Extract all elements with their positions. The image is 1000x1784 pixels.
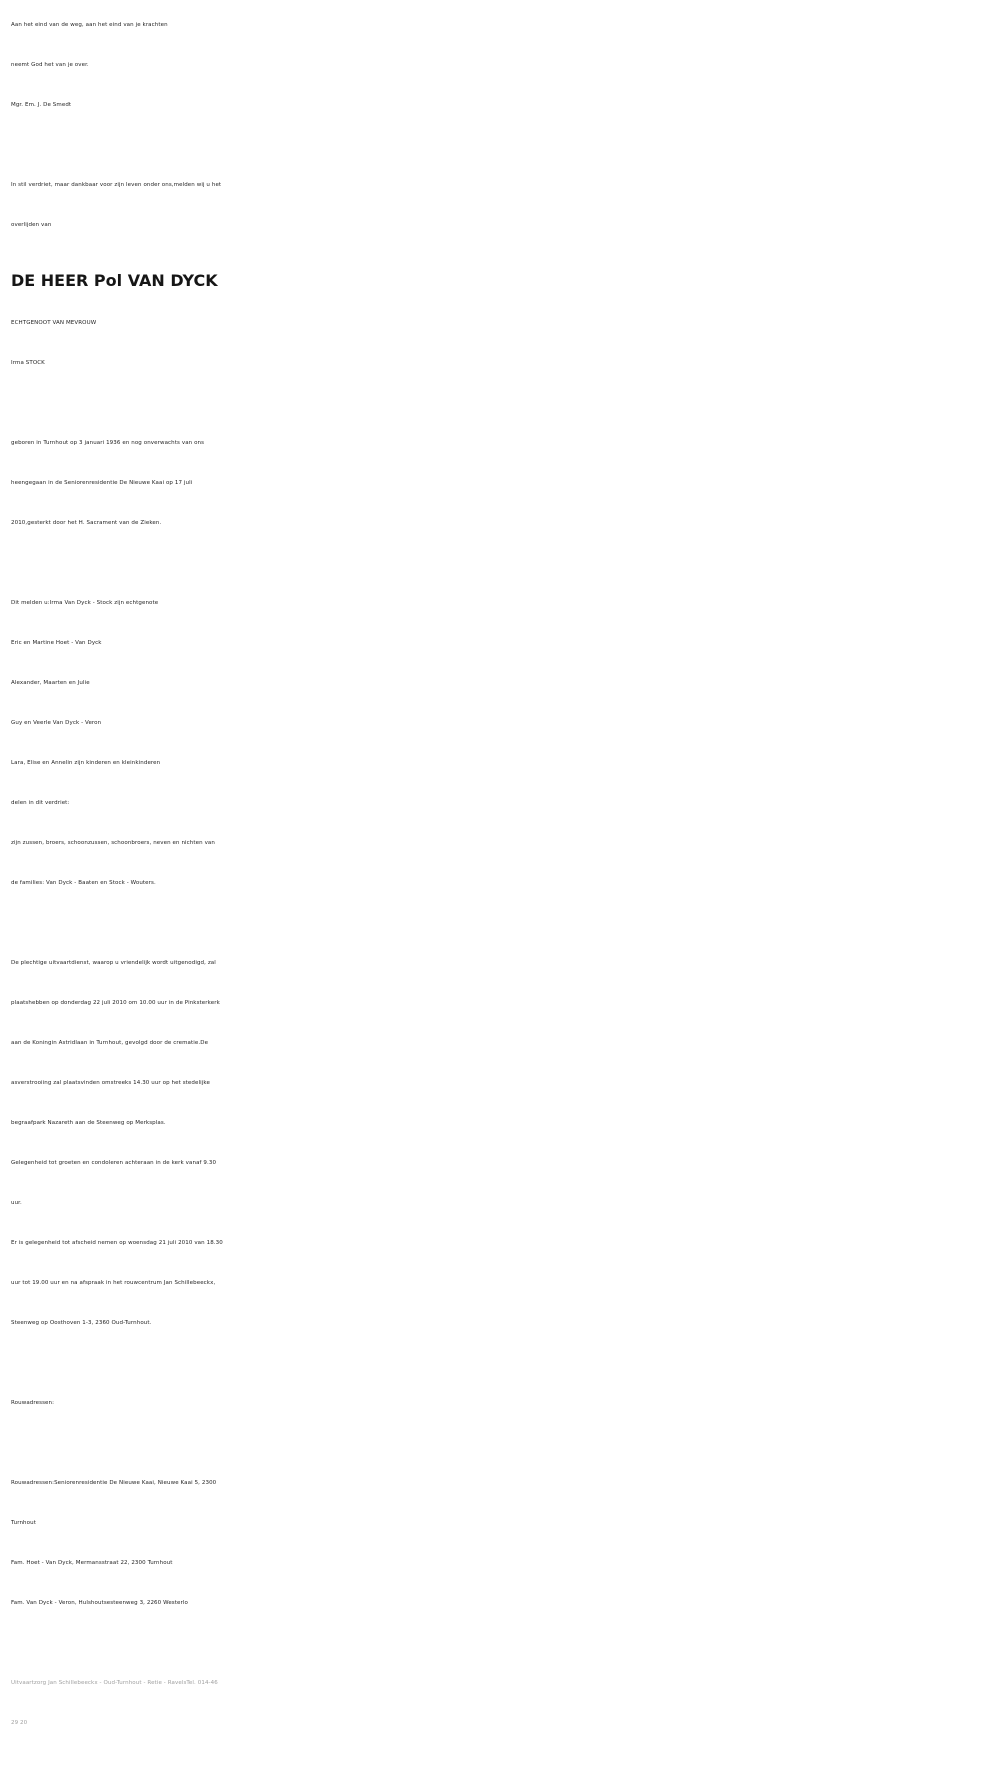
family-line: zijn zussen, broers, schoonzussen, schoonbroers, neven en nichten van: [11, 840, 215, 846]
spouse-line: ECHTGENOOT VAN MEVROUW: [11, 320, 97, 326]
funeral-line: aan de Koningin Astridlaan in Turnhout, gevolgd door de crematie.De: [11, 1040, 209, 1046]
family-line: de families: Van Dyck - Baaten en Stock - Wouters.: [11, 880, 156, 886]
family-line: Guy en Veerle Van Dyck - Veron: [11, 720, 102, 726]
funeral-line: Er is gelegenheid tot afscheid nemen op woensdag 21 juli 2010 van 18.30: [11, 1240, 223, 1246]
spacer: [11, 125, 989, 165]
intro-block: [11, 165, 989, 245]
family-line: Lara, Elise en Annelin zijn kinderen en kleinkinderen: [11, 760, 161, 766]
spacer: [11, 543, 989, 583]
funeral-line: De plechtige uitvaartdienst, waarop u vriendelijk wordt uitgenodigd, zal: [11, 960, 216, 966]
funeral-block: [11, 943, 989, 1343]
intro-line: In stil verdriet, maar dankbaar voor zijn leven onder ons,melden wij u het: [11, 182, 222, 188]
funeral-line: begraafpark Nazareth aan de Steenweg op Merksplas.: [11, 1120, 166, 1126]
footer-line: Uitvaartzorg Jan Schillebeeckx - Oud-Turnhout - Retie - RavelsTel. 014-46: [11, 1680, 218, 1686]
birth-death-line: 2010,gesterkt door het H. Sacrament van de Zieken.: [11, 520, 162, 526]
spacer: [11, 1343, 989, 1383]
spacer: [11, 1423, 989, 1463]
family-block: [11, 583, 989, 903]
spacer: [11, 383, 989, 423]
quote-line: Aan het eind van de weg, aan het eind van je krachten: [11, 22, 168, 28]
quote-author: Mgr. Em. J. De Smedt: [11, 102, 72, 108]
funeral-line: Gelegenheid tot groeten en condoleren achteraan in de kerk vanaf 9.30: [11, 1160, 217, 1166]
addresses-block: [11, 1463, 989, 1623]
address-line: Rouwadressen:Seniorenresidentie De Nieuwe Kaai, Nieuwe Kaai 5, 2300: [11, 1480, 217, 1486]
funeral-line: plaatshebben op donderdag 22 juli 2010 om 10.00 uur in de Pinksterkerk: [11, 1000, 220, 1006]
spacer: [11, 903, 989, 943]
funeral-line: uur tot 19.00 uur en na afspraak in het rouwcentrum Jan Schillebeeckx,: [11, 1280, 216, 1286]
footer-line: 29 20: [11, 1720, 28, 1726]
spouse-block: [11, 303, 989, 383]
spacer: [11, 1623, 989, 1663]
quote-block: [11, 5, 989, 125]
quote-line: neemt God het van je over.: [11, 62, 89, 68]
funeral-home-footer: [11, 1663, 989, 1743]
family-line: Eric en Martine Hoet - Van Dyck: [11, 640, 102, 646]
spouse-line: Irma STOCK: [11, 360, 45, 366]
funeral-line: uur.: [11, 1200, 22, 1206]
address-line: Fam. Van Dyck - Veron, Hulshoutsesteenweg 3, 2260 Westerlo: [11, 1600, 188, 1606]
family-line: Alexander, Maarten en Julie: [11, 680, 90, 686]
birth-death-line: geboren in Turnhout op 3 januari 1936 en nog onverwachts van ons: [11, 440, 205, 446]
deceased-name: DE HEER Pol VAN DYCK: [11, 271, 218, 290]
birth-death-block: [11, 423, 989, 543]
family-line: Dit melden u:Irma Van Dyck - Stock zijn echtgenote: [11, 600, 159, 606]
funeral-line: asverstrooiing zal plaatsvinden omstreeks 14.30 uur op het stedelijke: [11, 1080, 210, 1086]
address-line: Turnhout: [11, 1520, 36, 1526]
family-line: delen in dit verdriet:: [11, 800, 70, 806]
rouwadressen-heading: Rouwadressen:: [11, 1400, 55, 1406]
intro-line: overlijden van: [11, 222, 52, 228]
birth-death-line: heengegaan in de Seniorenresidentie De Nieuwe Kaai op 17 juli: [11, 480, 193, 486]
address-line: Fam. Hoet - Van Dyck, Mermansstraat 22, 2300 Turnhout: [11, 1560, 173, 1566]
funeral-line: Steenweg op Oosthoven 1-3, 2360 Oud-Turnhout.: [11, 1320, 152, 1326]
